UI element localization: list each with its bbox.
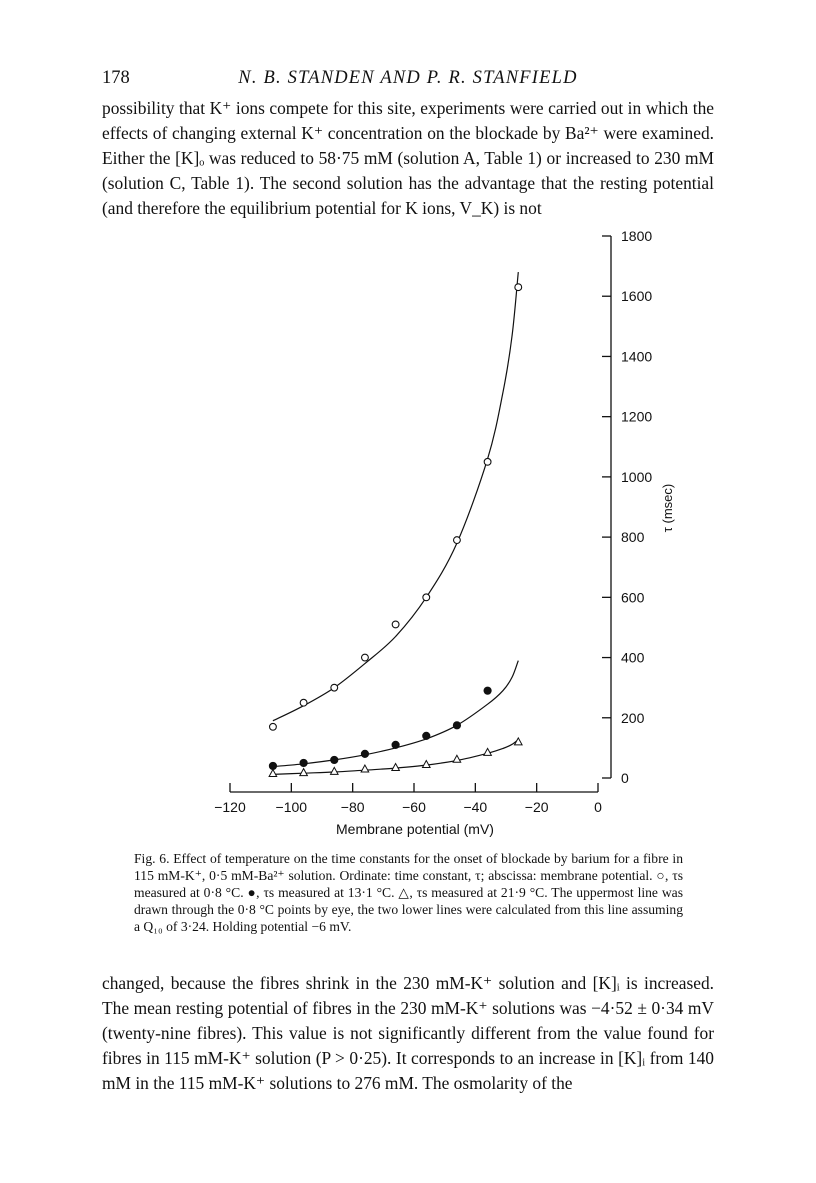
series-curve — [273, 661, 518, 767]
paragraph-text: changed, because the fibres shrink in the 230 mM-K⁺ solution and [K]ᵢ is increased. The mean resting potential of fibres in the 230 mM-K⁺ solutions was −4·52 ± 0·34 mV (twenty-nine fibres). This value is not significantly different from the value found for fibres in 115 mM-K⁺ solution (P > 0·25). It corresponds to an increase in [K]ᵢ from 140 mM in the 115 mM-K⁺ solutions to 276 mM. The osmolarity of the — [102, 973, 714, 1093]
data-point-open-circle — [454, 537, 461, 544]
data-point-open-triangle — [453, 755, 461, 762]
x-tick-label: −80 — [340, 799, 365, 815]
running-head-authors: N. B. STANDEN AND P. R. STANFIELD — [238, 68, 578, 88]
axes — [214, 228, 652, 815]
data-point-filled-circle — [484, 687, 491, 694]
y-axis-label: τ (msec) — [660, 483, 675, 533]
y-tick-label: 1000 — [621, 468, 653, 485]
page-number: 178 — [102, 68, 130, 88]
y-tick-label: 400 — [621, 649, 645, 666]
series-curve — [273, 272, 518, 721]
y-tick-label: 600 — [621, 589, 645, 606]
y-tick-label: 1600 — [621, 288, 653, 305]
y-tick-label: 0 — [621, 770, 629, 786]
data-point-open-circle — [331, 684, 338, 691]
data-point-open-circle — [300, 699, 307, 706]
data-point-open-circle — [270, 723, 277, 730]
body-paragraph-bottom — [102, 971, 714, 1096]
data-point-open-triangle — [484, 748, 492, 755]
x-tick-label: −120 — [214, 799, 246, 815]
y-tick-label: 1400 — [621, 348, 653, 365]
x-tick-label: −40 — [463, 799, 488, 815]
x-tick-label: −60 — [402, 799, 426, 815]
caption-text: Fig. 6. Effect of temperature on the time constants for the onset of blockade by barium for a fibre in 115 mM-K⁺, 0·5 mM-Ba²⁺ solution. Ordinate: time constant, τ; abscissa: membrane potential. ○, τs measured at 0·8 °C. ●, τs measured at 13·1 °C. △, τs measured at 21·9 °C. The uppermost line was drawn through the 0·8 °C points by eye, the two lower lines were calculated from this line assuming a Q₁₀ of 3·24. Holding potential −6 mV. — [134, 851, 683, 934]
data-point-open-triangle — [361, 765, 369, 772]
y-tick-label: 200 — [621, 709, 645, 726]
data-point-filled-circle — [331, 756, 338, 763]
data-point-open-triangle — [331, 767, 339, 774]
figure-caption — [134, 850, 683, 935]
data-point-open-triangle — [392, 764, 400, 771]
data-point-open-triangle — [423, 761, 431, 768]
data-point-filled-circle — [361, 750, 368, 757]
x-tick-label: −100 — [275, 799, 308, 815]
data-point-filled-circle — [423, 732, 430, 739]
data-point-filled-circle — [453, 722, 460, 729]
data-point-open-circle — [392, 621, 399, 628]
y-tick-label: 800 — [621, 529, 645, 546]
data-point-open-circle — [484, 458, 491, 465]
x-tick-label: −20 — [524, 799, 549, 815]
x-axis-label: Membrane potential (mV) — [336, 821, 494, 837]
data-point-open-circle — [362, 654, 369, 661]
data-point-filled-circle — [392, 741, 399, 748]
data-point-filled-circle — [269, 762, 276, 769]
data-point-filled-circle — [300, 759, 307, 766]
y-tick-label: 1800 — [621, 228, 653, 244]
data-point-open-triangle — [300, 769, 308, 776]
data-point-open-circle — [515, 284, 522, 291]
data-point-open-triangle — [269, 770, 277, 777]
paragraph-text: possibility that K⁺ ions compete for this site, experiments were carried out in which the effects of changing external K⁺ concentration on the blockade by Ba²⁺ were examined. Either the [K]ₒ was reduced to 58·75 mM (solution A, Table 1) or increased to 230 mM (solution C, Table 1). The second solution has the advantage that the resting potential (and therefore the equilibrium potential for K ions, V_K) is not — [102, 98, 714, 218]
data-point-open-circle — [423, 594, 430, 601]
y-tick-label: 1200 — [621, 408, 653, 425]
fitted-curves — [273, 272, 518, 774]
data-markers — [269, 284, 522, 777]
x-tick-label: 0 — [594, 799, 602, 815]
